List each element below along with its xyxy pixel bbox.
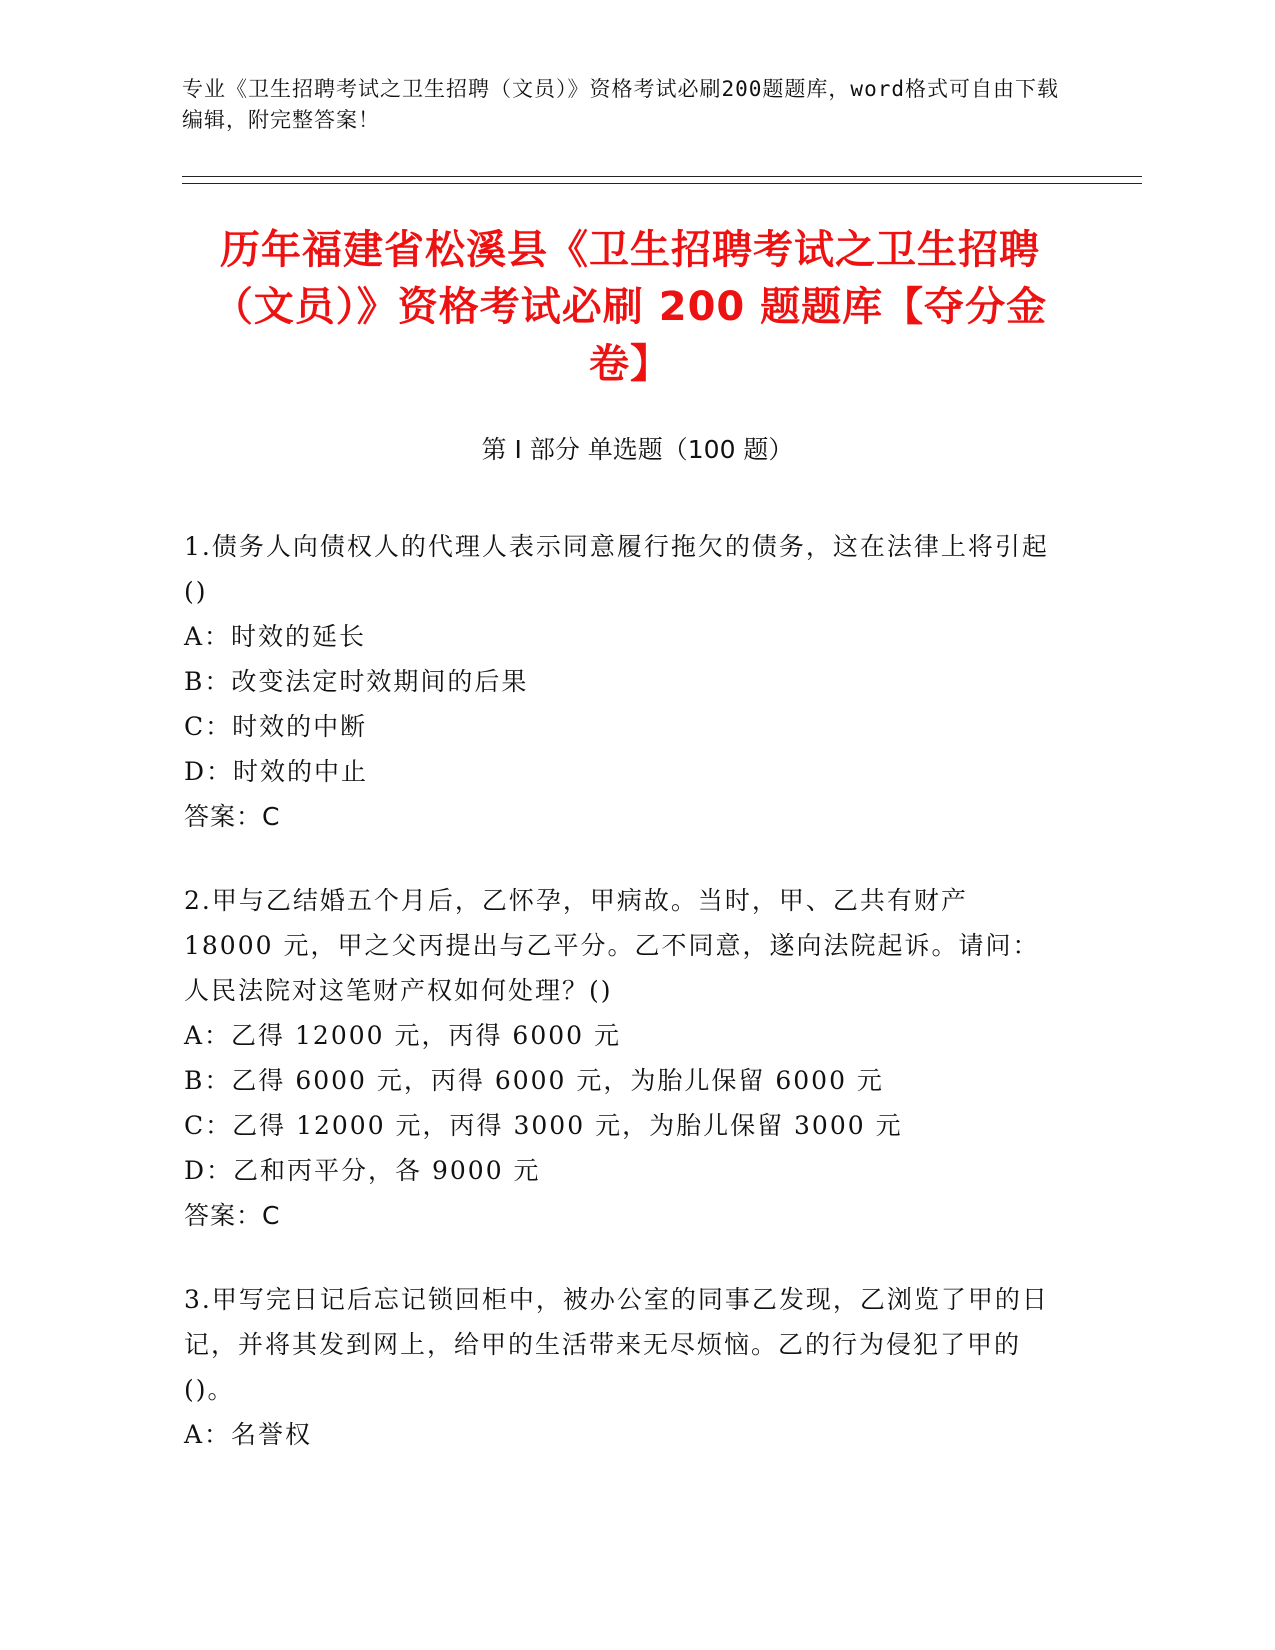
option-d: D：乙和丙平分，各 9000 元 [184, 1156, 541, 1185]
option-b: B：改变法定时效期间的后果 [184, 667, 529, 696]
header-divider-top [182, 176, 1142, 177]
question-list [184, 524, 1064, 1496]
option-a: A：时效的延长 [184, 622, 367, 651]
option-c: C：时效的中断 [184, 712, 368, 741]
answer: 答案：C [184, 1201, 281, 1230]
option-c: C：乙得 12000 元，丙得 3000 元，为胎儿保留 3000 元 [184, 1111, 903, 1140]
question-2 [184, 878, 1064, 1238]
option-a: A：名誉权 [184, 1420, 313, 1449]
option-d: D：时效的中止 [184, 757, 369, 786]
question-stem: 3.甲写完日记后忘记锁回柜中，被办公室的同事乙发现，乙浏览了甲的日记，并将其发到网上，给甲的生活带来无尽烦恼。乙的行为侵犯了甲的()。 [184, 1285, 1049, 1404]
question-stem: 1.债务人向债权人的代理人表示同意履行拖欠的债务，这在法律上将引起() [184, 532, 1049, 606]
question-1 [184, 524, 1064, 839]
question-stem: 2.甲与乙结婚五个月后，乙怀孕，甲病故。当时，甲、乙共有财产 18000 元，甲之父丙提出与乙平分。乙不同意，遂向法院起诉。请问：人民法院对这笔财产权如何处理？() [184, 886, 1040, 1005]
question-3 [184, 1277, 1064, 1457]
header-note: 专业《卫生招聘考试之卫生招聘（文员）》资格考试必刷200题题库，word格式可自由下载编辑，附完整答案！ [182, 77, 1059, 132]
answer: 答案：C [184, 802, 281, 831]
option-b: B：乙得 6000 元，丙得 6000 元，为胎儿保留 6000 元 [184, 1066, 884, 1095]
document-title: 历年福建省松溪县《卫生招聘考试之卫生招聘（文员）》资格考试必刷 200 题题库【夺分金卷】 [212, 227, 1048, 387]
option-a: A：乙得 12000 元，丙得 6000 元 [184, 1021, 621, 1050]
section-title: 第 I 部分 单选题（100 题） [481, 435, 794, 464]
header-divider-bottom [182, 183, 1142, 184]
